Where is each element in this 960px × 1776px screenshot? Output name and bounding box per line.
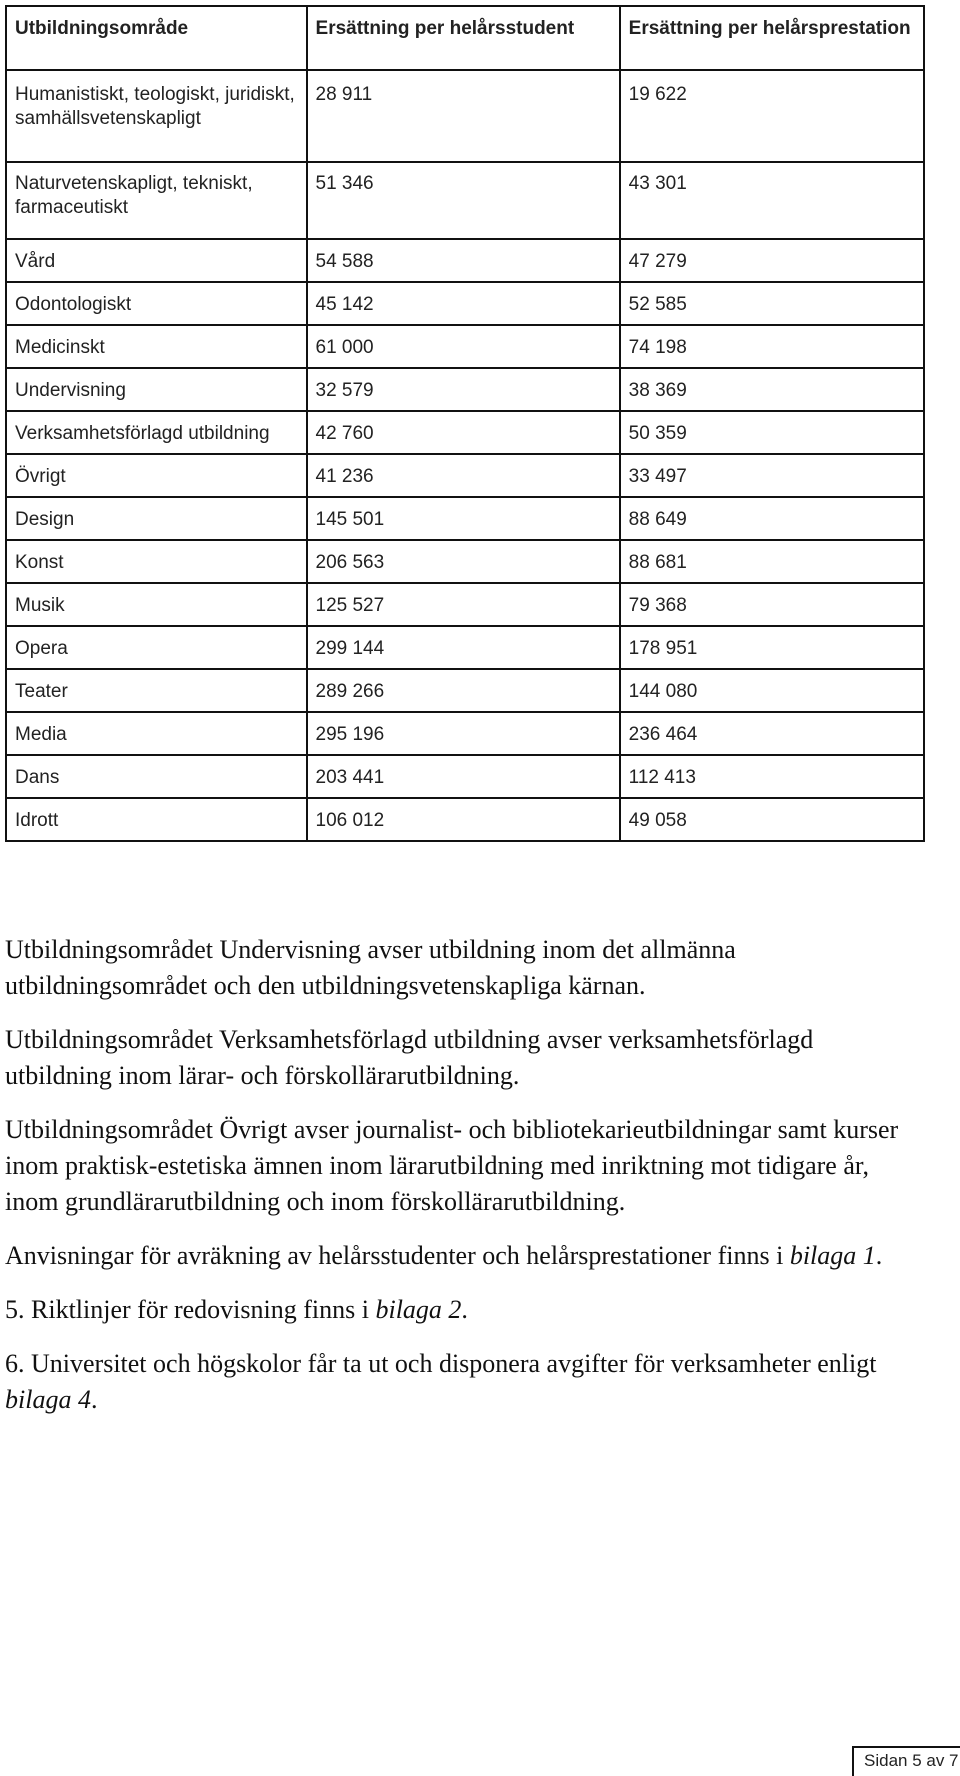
student-rate-cell: 54 588 [307, 239, 620, 282]
performance-rate-cell: 112 413 [620, 755, 924, 798]
area-cell: Media [6, 712, 307, 755]
area-cell: Dans [6, 755, 307, 798]
compensation-table [5, 5, 925, 842]
note-anvisningar-end: . [875, 1241, 883, 1270]
student-rate-cell: 145 501 [307, 497, 620, 540]
table-row [6, 368, 924, 411]
student-rate-cell: 203 441 [307, 755, 620, 798]
table-row [6, 669, 924, 712]
area-cell: Teater [6, 669, 307, 712]
area-cell: Design [6, 497, 307, 540]
table-row [6, 540, 924, 583]
note-anvisningar [5, 1238, 905, 1274]
performance-rate-cell: 236 464 [620, 712, 924, 755]
performance-rate-cell: 38 369 [620, 368, 924, 411]
table-row [6, 325, 924, 368]
table-row [6, 798, 924, 841]
area-cell: Naturvetenskapligt, tekniskt, farmaceutiskt [6, 162, 307, 239]
performance-rate-cell: 52 585 [620, 282, 924, 325]
student-rate-cell: 106 012 [307, 798, 620, 841]
area-cell: Idrott [6, 798, 307, 841]
area-cell: Undervisning [6, 368, 307, 411]
item-6 [5, 1346, 905, 1418]
student-rate-cell: 295 196 [307, 712, 620, 755]
table-row [6, 626, 924, 669]
performance-rate-cell: 144 080 [620, 669, 924, 712]
performance-rate-cell: 88 649 [620, 497, 924, 540]
table-row [6, 583, 924, 626]
area-cell: Konst [6, 540, 307, 583]
student-rate-cell: 61 000 [307, 325, 620, 368]
performance-rate-cell: 79 368 [620, 583, 924, 626]
appendix-ref-4: bilaga 4 [5, 1385, 91, 1414]
student-rate-cell: 41 236 [307, 454, 620, 497]
performance-rate-cell: 33 497 [620, 454, 924, 497]
appendix-ref-2: bilaga 2 [375, 1295, 462, 1324]
area-cell: Medicinskt [6, 325, 307, 368]
student-rate-cell: 125 527 [307, 583, 620, 626]
note-ovrigt: Utbildningsområdet Övrigt avser journalist- och bibliotekarieutbildningar samt kurser inom praktisk-estetiska ämnen inom lärarutbildning med inriktning mot tidigare år, inom grundlärarutbildning och inom förskollärarutbildning. [5, 1115, 899, 1216]
item-5-text: 5. Riktlinjer för redovisning finns i [5, 1295, 376, 1324]
appendix-ref-1: bilaga 1 [789, 1241, 876, 1270]
area-cell: Verksamhetsförlagd utbildning [6, 411, 307, 454]
table-row [6, 755, 924, 798]
area-cell: Humanistiskt, teologiskt, juridiskt, samhällsvetenskapligt [6, 70, 307, 162]
student-rate-cell: 51 346 [307, 162, 620, 239]
performance-rate-cell: 43 301 [620, 162, 924, 239]
performance-rate-cell: 19 622 [620, 70, 924, 162]
table-row [6, 282, 924, 325]
table-row [6, 162, 924, 239]
student-rate-cell: 299 144 [307, 626, 620, 669]
area-cell: Övrigt [6, 454, 307, 497]
note-undervisning: Utbildningsområdet Undervisning avser utbildning inom det allmänna utbildningsområdet och den utbildningsvetenskapliga kärnan. [5, 935, 736, 1000]
performance-rate-cell: 50 359 [620, 411, 924, 454]
student-rate-cell: 28 911 [307, 70, 620, 162]
page-number: Sidan 5 av 7 [852, 1746, 960, 1776]
performance-rate-cell: 178 951 [620, 626, 924, 669]
table-header-row [6, 6, 924, 70]
area-cell: Vård [6, 239, 307, 282]
student-rate-cell: 32 579 [307, 368, 620, 411]
note-verksamhetsforlagd: Utbildningsområdet Verksamhetsförlagd utbildning avser verksamhetsförlagd utbildning inom lärar- och förskollärarutbildning. [5, 1025, 814, 1090]
table-row [6, 70, 924, 162]
performance-rate-cell: 88 681 [620, 540, 924, 583]
header-per-student: Ersättning per helårsstudent [307, 6, 620, 70]
header-area: Utbildningsområde [6, 6, 307, 70]
performance-rate-cell: 49 058 [620, 798, 924, 841]
table-row [6, 411, 924, 454]
performance-rate-cell: 74 198 [620, 325, 924, 368]
item-6-end: . [90, 1385, 98, 1414]
notes-section [5, 932, 905, 1436]
area-cell: Opera [6, 626, 307, 669]
item-5 [5, 1292, 905, 1328]
student-rate-cell: 42 760 [307, 411, 620, 454]
item-6-text: 6. Universitet och högskolor får ta ut och disponera avgifter för verksamheter enligt [5, 1349, 877, 1378]
header-per-performance: Ersättning per helårsprestation [620, 6, 924, 70]
area-cell: Odontologiskt [6, 282, 307, 325]
area-cell: Musik [6, 583, 307, 626]
student-rate-cell: 45 142 [307, 282, 620, 325]
student-rate-cell: 206 563 [307, 540, 620, 583]
table-row [6, 712, 924, 755]
table-row [6, 497, 924, 540]
performance-rate-cell: 47 279 [620, 239, 924, 282]
table-row [6, 454, 924, 497]
student-rate-cell: 289 266 [307, 669, 620, 712]
table-row [6, 239, 924, 282]
note-anvisningar-text: Anvisningar för avräkning av helårsstudenter och helårsprestationer finns i [5, 1241, 790, 1270]
item-5-end: . [461, 1295, 468, 1324]
